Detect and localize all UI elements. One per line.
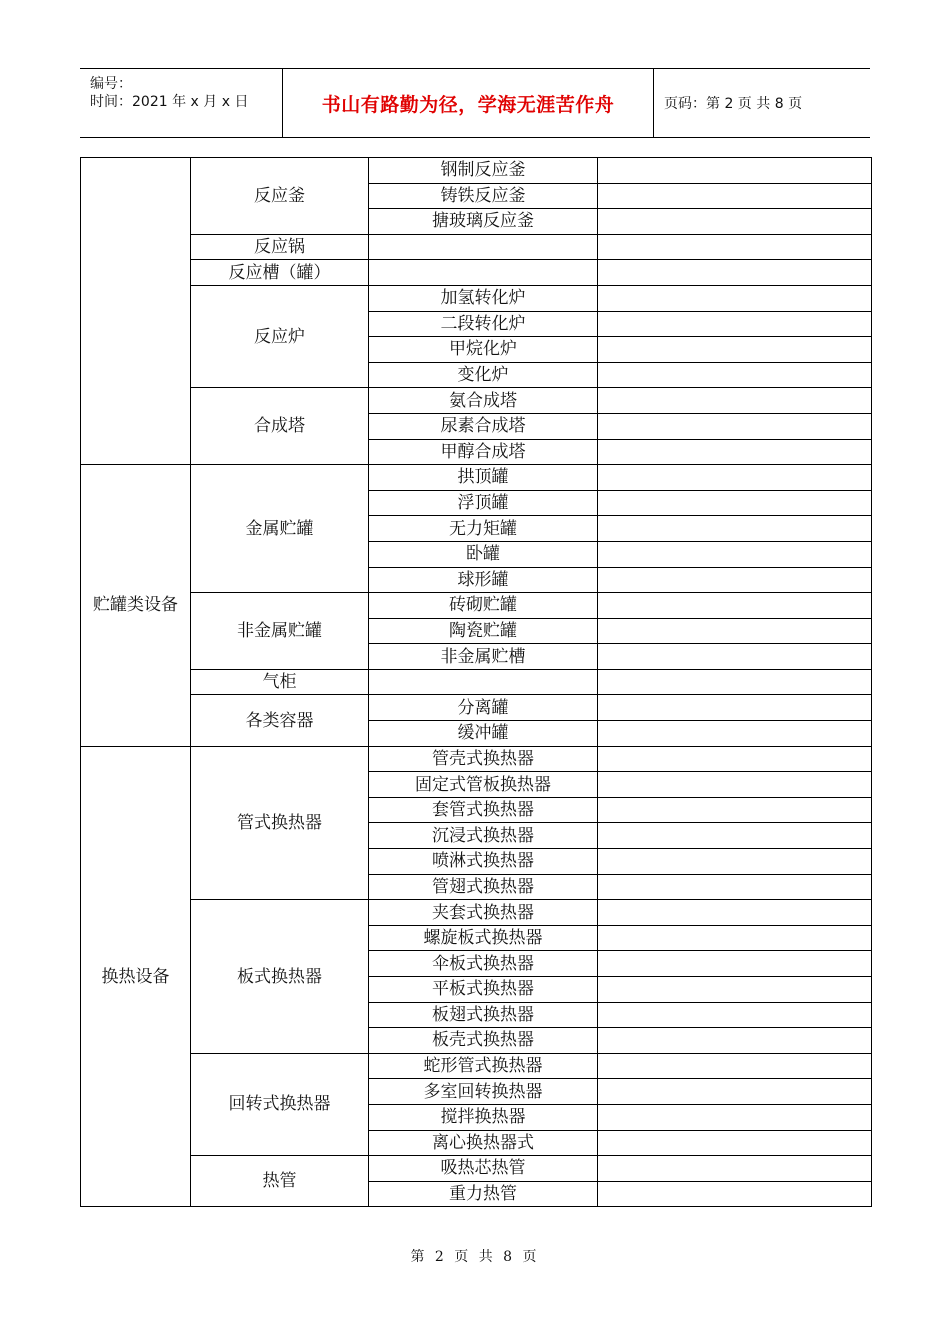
item-cell: 搅拌换热器 (369, 1104, 598, 1130)
blank-cell[interactable] (598, 1079, 872, 1105)
item-cell: 套管式换热器 (369, 797, 598, 823)
item-cell: 变化炉 (369, 362, 598, 388)
item-cell: 陶瓷贮罐 (369, 618, 598, 644)
blank-cell[interactable] (598, 490, 872, 516)
table-row (81, 746, 872, 772)
blank-cell[interactable] (598, 1181, 872, 1207)
subcategory-cell: 反应炉 (191, 285, 369, 387)
blank-cell[interactable] (598, 158, 872, 184)
blank-cell[interactable] (598, 849, 872, 875)
page-footer: 第 2 页 共 8 页 (410, 1249, 540, 1265)
table-row (81, 234, 872, 260)
subcategory-cell: 气柜 (191, 669, 369, 695)
subcategory-cell: 合成塔 (191, 388, 369, 465)
category-cell: 换热设备 (81, 746, 191, 1207)
table-row (81, 260, 872, 286)
header-meta (80, 69, 283, 137)
item-cell: 管壳式换热器 (369, 746, 598, 772)
blank-cell[interactable] (598, 593, 872, 619)
blank-cell[interactable] (598, 900, 872, 926)
blank-cell[interactable] (598, 669, 872, 695)
table-row (81, 285, 872, 311)
item-cell: 缓冲罐 (369, 721, 598, 747)
item-cell: 伞板式换热器 (369, 951, 598, 977)
blank-cell[interactable] (598, 183, 872, 209)
blank-cell[interactable] (598, 337, 872, 363)
item-cell: 砖砌贮罐 (369, 593, 598, 619)
item-cell: 多室回转换热器 (369, 1079, 598, 1105)
blank-cell[interactable] (598, 439, 872, 465)
subcategory-cell: 管式换热器 (191, 746, 369, 900)
subcategory-cell: 各类容器 (191, 695, 369, 746)
subcategory-cell: 板式换热器 (191, 900, 369, 1054)
blank-cell[interactable] (598, 567, 872, 593)
table-row (81, 388, 872, 414)
item-cell: 拱顶罐 (369, 465, 598, 491)
blank-cell[interactable] (598, 260, 872, 286)
item-cell: 尿素合成塔 (369, 413, 598, 439)
item-cell: 沉浸式换热器 (369, 823, 598, 849)
blank-cell[interactable] (598, 413, 872, 439)
item-cell: 氨合成塔 (369, 388, 598, 414)
blank-cell[interactable] (598, 925, 872, 951)
item-cell: 离心换热器式 (369, 1130, 598, 1156)
blank-cell[interactable] (598, 1156, 872, 1182)
item-cell: 吸热芯热管 (369, 1156, 598, 1182)
item-cell: 铸铁反应釜 (369, 183, 598, 209)
blank-cell[interactable] (598, 516, 872, 542)
item-cell: 蛇形管式换热器 (369, 1053, 598, 1079)
blank-cell[interactable] (598, 1104, 872, 1130)
blank-cell[interactable] (598, 721, 872, 747)
item-cell: 夹套式换热器 (369, 900, 598, 926)
blank-cell[interactable] (598, 1002, 872, 1028)
code-label: 编号： (90, 76, 132, 92)
item-cell: 喷淋式换热器 (369, 849, 598, 875)
blank-cell[interactable] (598, 772, 872, 798)
blank-cell[interactable] (598, 951, 872, 977)
subcategory-cell: 热管 (191, 1156, 369, 1207)
item-cell: 螺旋板式换热器 (369, 925, 598, 951)
item-cell: 甲醇合成塔 (369, 439, 598, 465)
table-row (81, 465, 872, 491)
subcategory-cell: 回转式换热器 (191, 1053, 369, 1155)
blank-cell[interactable] (598, 977, 872, 1003)
item-cell (369, 234, 598, 260)
time-label: 时间：2021 年 x 月 x 日 (90, 94, 249, 110)
item-cell: 重力热管 (369, 1181, 598, 1207)
blank-cell[interactable] (598, 1053, 872, 1079)
subcategory-cell: 非金属贮罐 (191, 593, 369, 670)
item-cell: 浮顶罐 (369, 490, 598, 516)
equipment-table (80, 157, 872, 1207)
item-cell: 卧罐 (369, 541, 598, 567)
item-cell: 甲烷化炉 (369, 337, 598, 363)
blank-cell[interactable] (598, 797, 872, 823)
item-cell: 平板式换热器 (369, 977, 598, 1003)
blank-cell[interactable] (598, 874, 872, 900)
item-cell: 搪玻璃反应釜 (369, 209, 598, 235)
category-cell: 贮罐类设备 (81, 465, 191, 747)
subcategory-cell: 反应釜 (191, 158, 369, 235)
item-cell: 分离罐 (369, 695, 598, 721)
header-page-label: 页码：第 2 页 共 8 页 (664, 96, 803, 112)
blank-cell[interactable] (598, 234, 872, 260)
subcategory-cell: 反应锅 (191, 234, 369, 260)
blank-cell[interactable] (598, 311, 872, 337)
item-cell: 球形罐 (369, 567, 598, 593)
category-cell-blank (81, 158, 191, 465)
subcategory-cell: 金属贮罐 (191, 465, 369, 593)
blank-cell[interactable] (598, 541, 872, 567)
item-cell: 加氢转化炉 (369, 285, 598, 311)
blank-cell[interactable] (598, 618, 872, 644)
page-header (80, 68, 870, 138)
blank-cell[interactable] (598, 1130, 872, 1156)
blank-cell[interactable] (598, 362, 872, 388)
blank-cell[interactable] (598, 746, 872, 772)
blank-cell[interactable] (598, 285, 872, 311)
item-cell: 管翅式换热器 (369, 874, 598, 900)
table-row (81, 900, 872, 926)
blank-cell[interactable] (598, 1028, 872, 1054)
item-cell: 非金属贮槽 (369, 644, 598, 670)
blank-cell[interactable] (598, 465, 872, 491)
subcategory-cell: 反应槽（罐） (191, 260, 369, 286)
table-row (81, 1053, 872, 1079)
item-cell: 固定式管板换热器 (369, 772, 598, 798)
item-cell (369, 260, 598, 286)
table-row (81, 158, 872, 184)
table-row (81, 695, 872, 721)
item-cell: 钢制反应釜 (369, 158, 598, 184)
table-row (81, 1156, 872, 1182)
header-motto: 书山有路勤为径，学海无涯苦作舟 (283, 69, 654, 137)
item-cell: 无力矩罐 (369, 516, 598, 542)
blank-cell[interactable] (598, 823, 872, 849)
table-row (81, 669, 872, 695)
item-cell: 二段转化炉 (369, 311, 598, 337)
item-cell: 板壳式换热器 (369, 1028, 598, 1054)
item-cell: 板翅式换热器 (369, 1002, 598, 1028)
blank-cell[interactable] (598, 644, 872, 670)
item-cell (369, 669, 598, 695)
table-row (81, 593, 872, 619)
blank-cell[interactable] (598, 388, 872, 414)
blank-cell[interactable] (598, 695, 872, 721)
blank-cell[interactable] (598, 209, 872, 235)
